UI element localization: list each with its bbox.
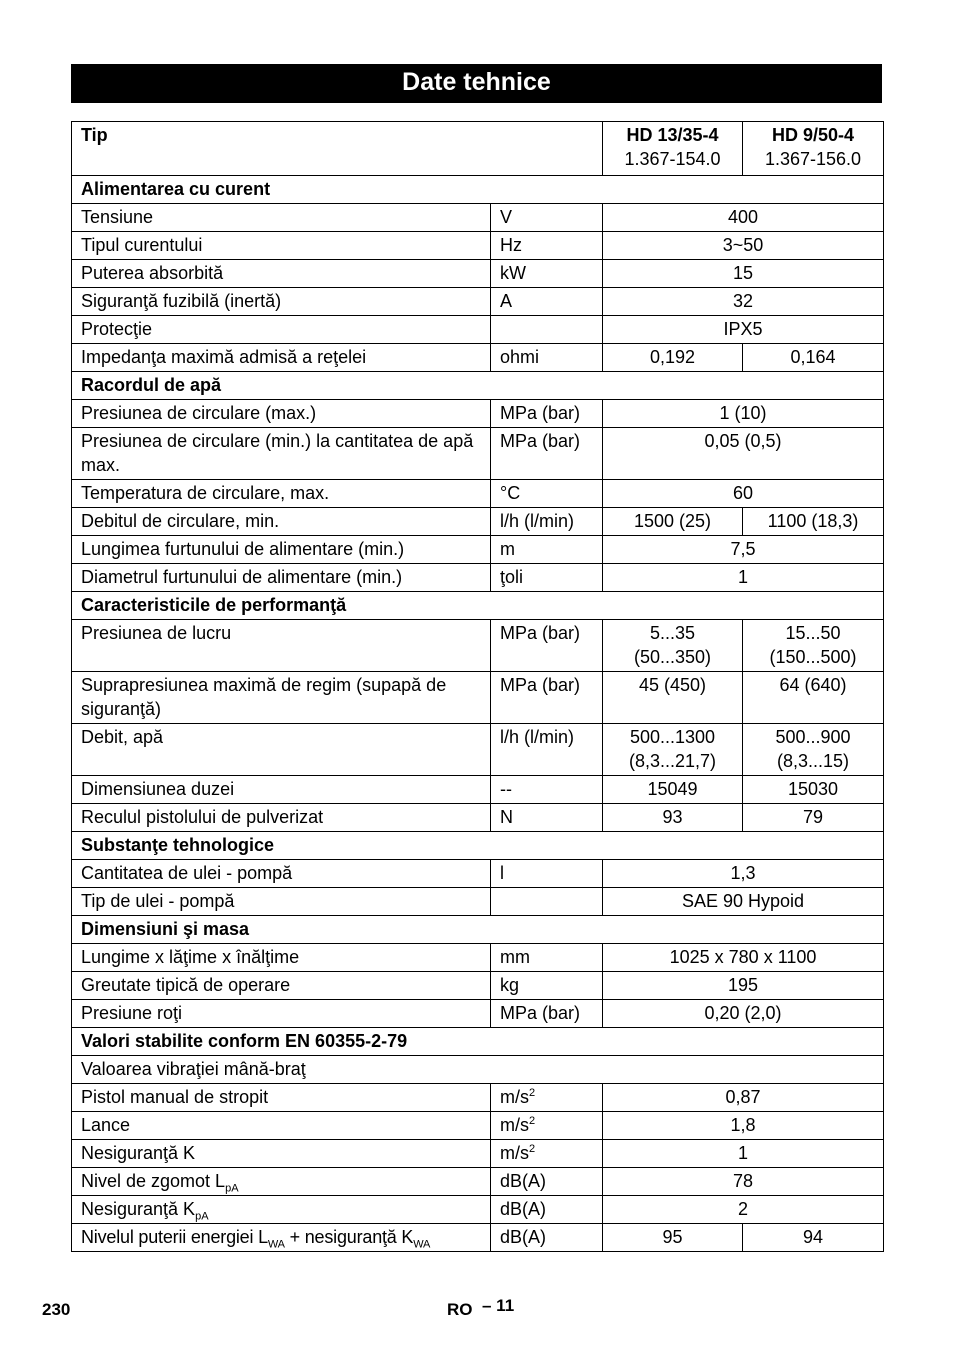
table-row: Lungimea furtunului de alimentare (min.) m 7,5 [72,536,884,564]
table-row: Nesiguranţă $K_{pA}$ dB(A) 2 [72,1196,884,1224]
table-row: Nivelul puterii energiei $L_{WA}$ + nesiguranţă $K_{WA}$ dB(A) 95 94 [72,1224,884,1252]
table-row: Suprapresiunea maximă de regim (supapă de siguranţă) MPa (bar) 45 (450) 64 (640) [72,672,884,724]
table-row: Debitul de circulare, min. l/h (l/min) 1500 (25) 1100 (18,3) [72,508,884,536]
table-row: Presiune roţi MPa (bar) 0,20 (2,0) [72,1000,884,1028]
table-row: Nivel de zgomot $L_{pA}$ dB(A) 78 [72,1168,884,1196]
header-model-2: HD 9/50-4 1.367-156.0 [743,122,884,176]
table-row: Pistol manual de stropit $m/s^2$ 0,87 [72,1084,884,1112]
header-model-1: HD 13/35-4 1.367-154.0 [603,122,743,176]
table-row: Tip de ulei - pompă SAE 90 Hypoid [72,888,884,916]
table-row: Siguranţă fuzibilă (inertă) A 32 [72,288,884,316]
header-type: Tip [72,122,603,176]
subsection-row: Valoarea vibraţiei mână-braţ [72,1056,884,1084]
technical-data-table [71,121,884,1252]
table-row: Tipul curentului Hz 3~50 [72,232,884,260]
table-row: Lungime x lăţime x înălţime mm 1025 x 780 x 1100 [72,944,884,972]
table-row: Cantitatea de ulei - pompă l 1,3 [72,860,884,888]
section-header: Substanţe tehnologice [72,832,884,860]
page-number: 230 [42,1300,71,1319]
section-header: Racordul de apă [72,372,884,400]
section-header: Alimentarea cu curent [72,176,884,204]
table-row: Puterea absorbită kW 15 [72,260,884,288]
table-row: Impedanţa maximă admisă a reţelei ohmi 0,192 0,164 [72,344,884,372]
table-row: Dimensiunea duzei -- 15049 15030 [72,776,884,804]
table-row: Lance $m/s^2$ 1,8 [72,1112,884,1140]
table-row: Reculul pistolului de pulverizat N 93 79 [72,804,884,832]
section-header: Valori stabilite conform EN 60355-2-79 [72,1028,884,1056]
page-title: Date tehnice [71,64,882,103]
table-row: Presiunea de circulare (max.) MPa (bar) 1 (10) [72,400,884,428]
table-row: Tensiune V 400 [72,204,884,232]
table-row: Diametrul furtunului de alimentare (min.) ţoli 1 [72,564,884,592]
table-row: Presiunea de circulare (min.) la cantitatea de apă max. MPa (bar) 0,05 (0,5) [72,428,884,480]
section-header: Caracteristicile de performanţă [72,592,884,620]
table-row: Debit, apă l/h (l/min) 500...1300 (8,3...21,7) 500...900 (8,3...15) [72,724,884,776]
table-row: Protecţie IPX5 [72,316,884,344]
language-code: RO [447,1300,473,1319]
section-header: Dimensiuni şi masa [72,916,884,944]
table-row: Temperatura de circulare, max. °C 60 [72,480,884,508]
table-header-row [72,122,884,176]
table-row: Greutate tipică de operare kg 195 [72,972,884,1000]
section-page-number: – 11 [482,1296,515,1315]
table-row: Nesiguranţă K $m/s^2$ 1 [72,1140,884,1168]
table-row: Presiunea de lucru MPa (bar) 5...35 (50...350) 15...50 (150...500) [72,620,884,672]
